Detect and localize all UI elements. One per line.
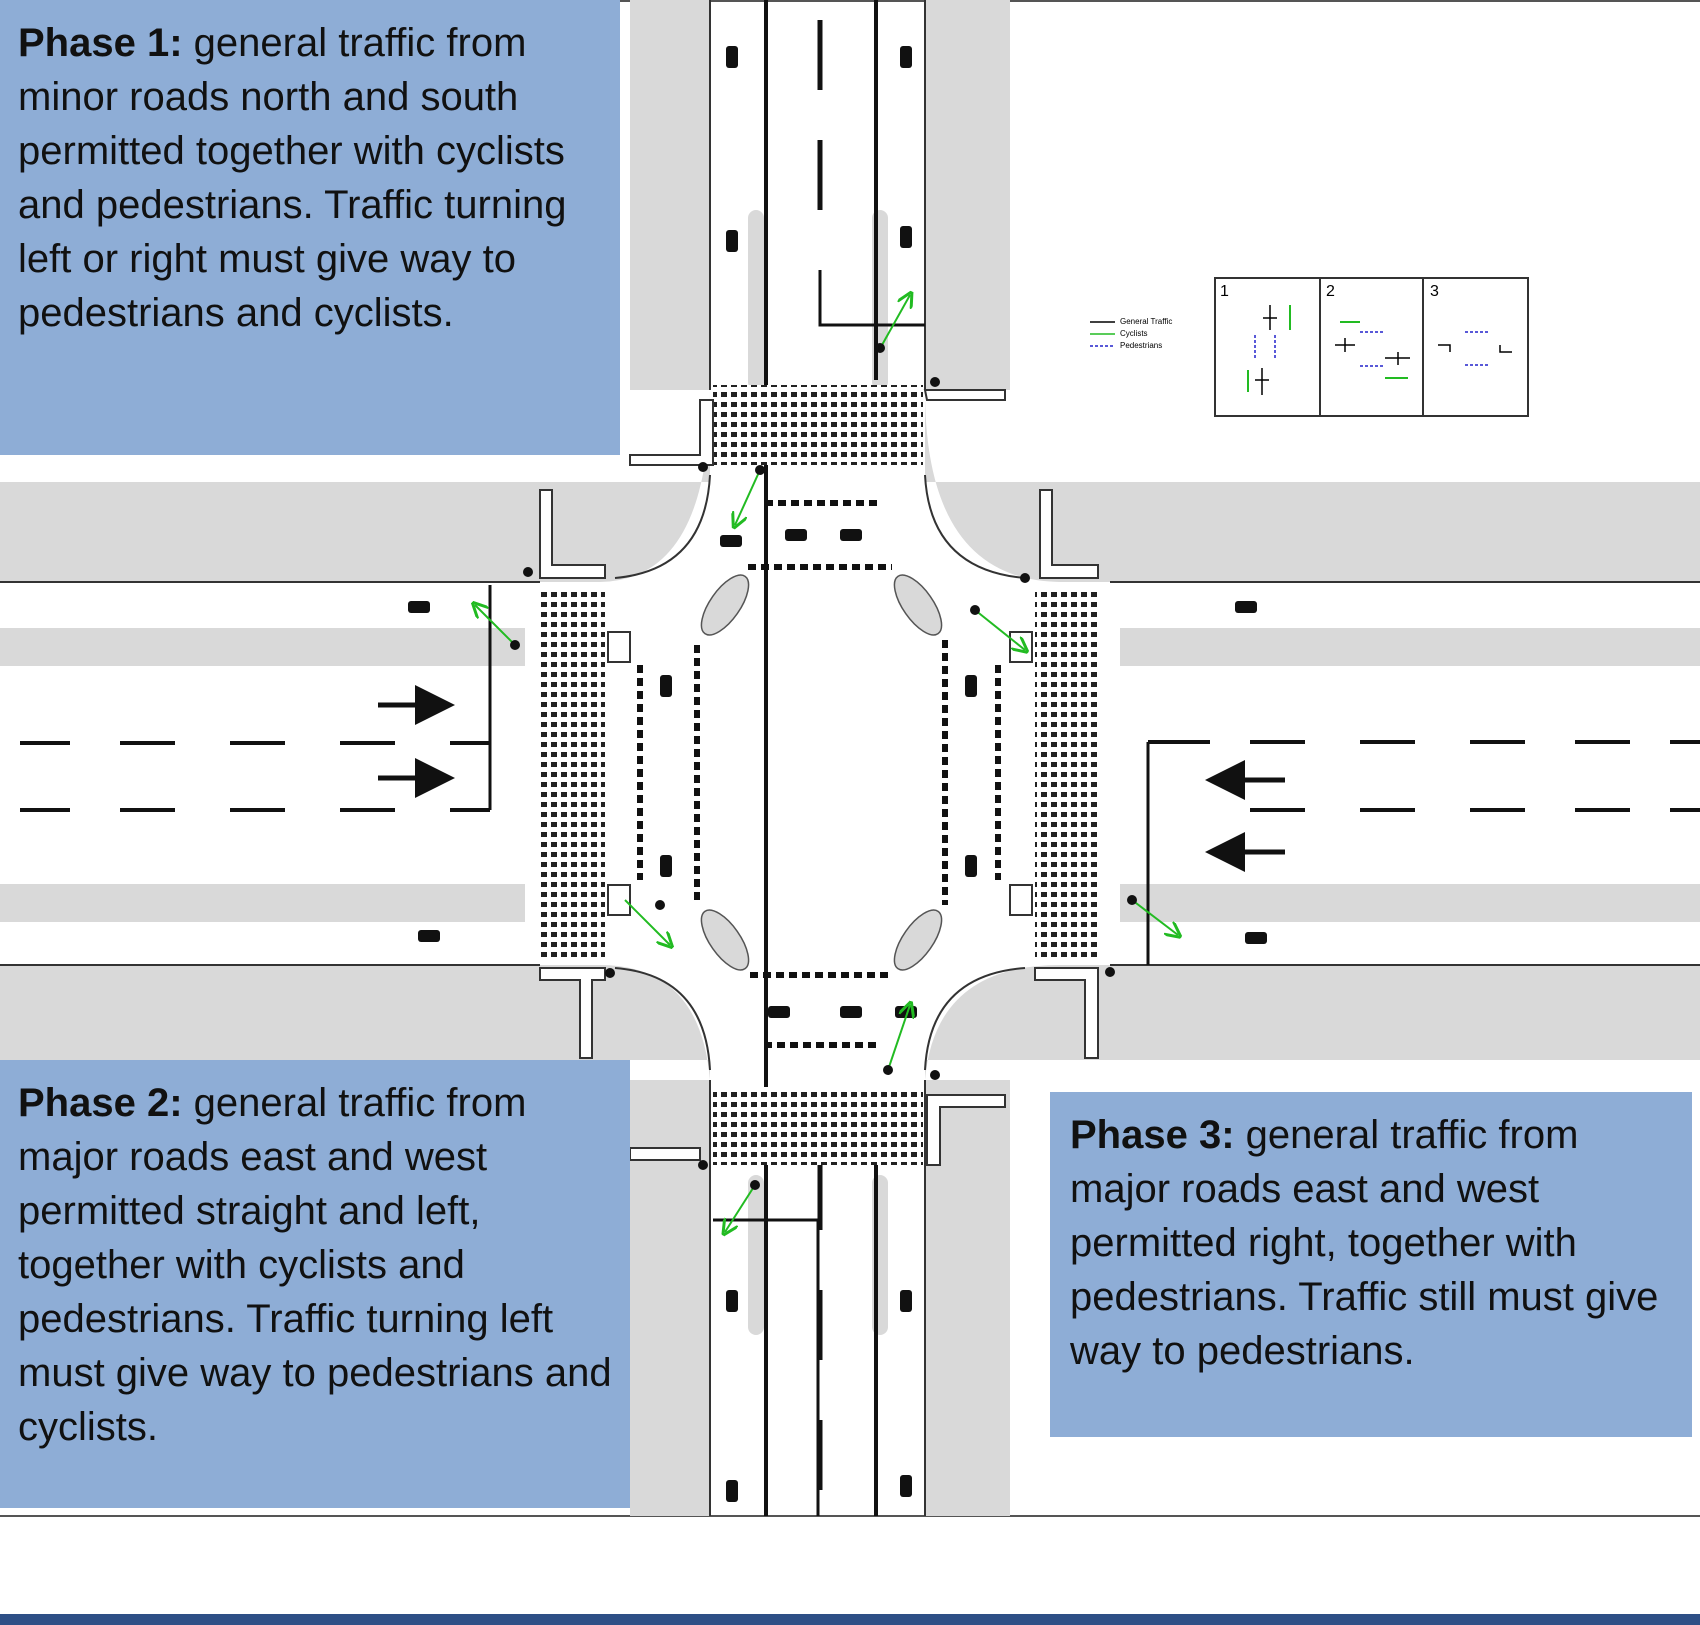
legend-pedestrians: Pedestrians bbox=[1120, 341, 1163, 350]
legend-general-traffic: General Traffic bbox=[1120, 317, 1173, 326]
phase-1-title: Phase 1: bbox=[18, 21, 194, 65]
phase-3-body: general traffic from major roads east and west permitted right, together with pedestrians. Traffic still must give way to pedestrians. bbox=[1070, 1113, 1659, 1373]
phase-2-body: general traffic from major roads east and west permitted straight and left, together with cyclists and pedestrians. Traffic turning left must give way to pedestrians and cyclists. bbox=[18, 1081, 612, 1449]
panel-number-1: 1 bbox=[1220, 283, 1229, 300]
staging-panels bbox=[1215, 278, 1528, 416]
legend-cyclists: Cyclists bbox=[1120, 329, 1148, 338]
bottom-bar bbox=[0, 1614, 1700, 1625]
panel-number-3: 3 bbox=[1430, 283, 1439, 300]
legend bbox=[1090, 317, 1172, 350]
phase-3-title: Phase 3: bbox=[1070, 1113, 1246, 1157]
phase-1-body: general traffic from minor roads north and south permitted together with cyclists and pedestrians. Traffic turning left or right must give way to pedestrians and cyclists. bbox=[18, 21, 567, 335]
phase-2-title: Phase 2: bbox=[18, 1081, 194, 1125]
islands bbox=[693, 568, 951, 978]
phase-3-box bbox=[1050, 1092, 1692, 1437]
phase-1-box bbox=[0, 0, 620, 455]
phase-2-box bbox=[0, 1060, 630, 1508]
panel-number-2: 2 bbox=[1326, 283, 1335, 300]
cycle-crossings bbox=[640, 503, 998, 1045]
